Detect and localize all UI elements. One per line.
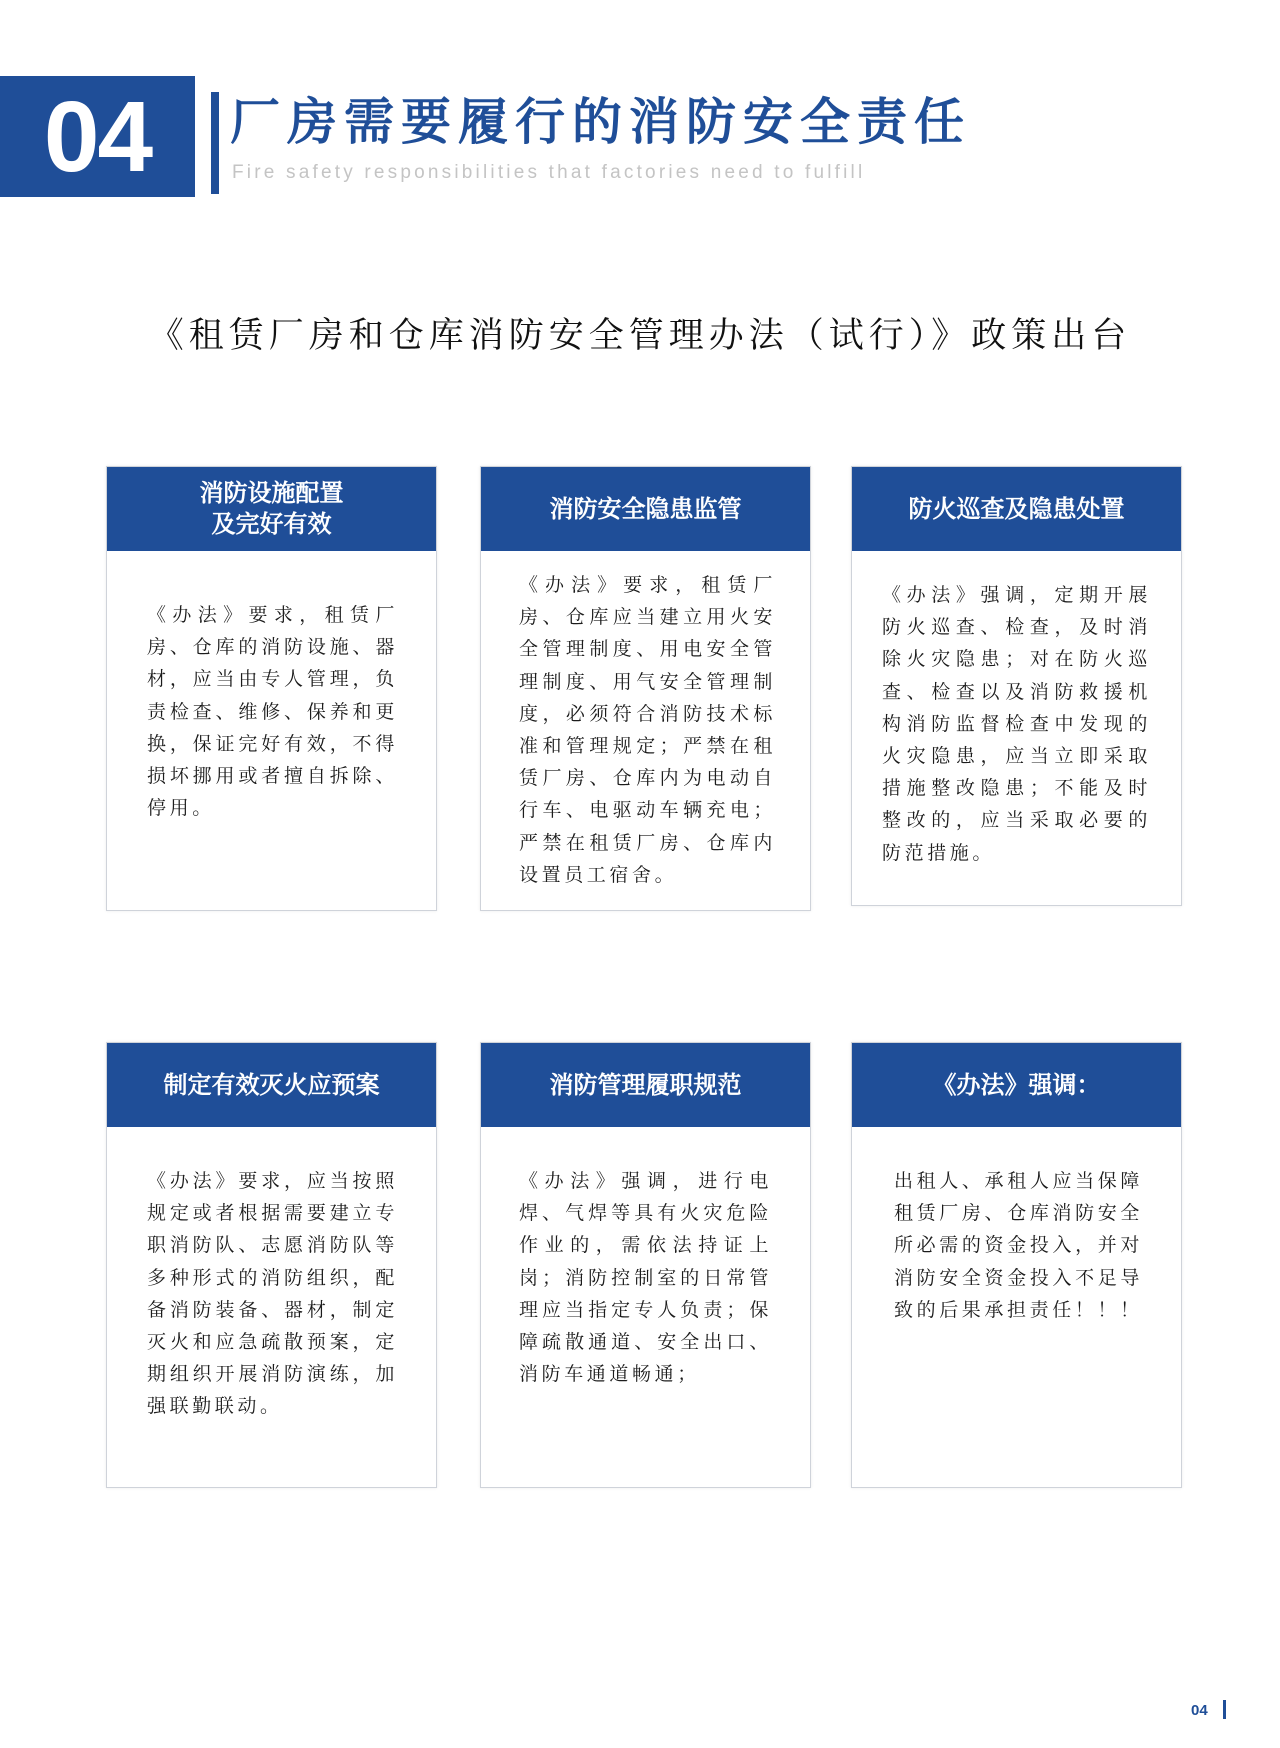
- page-subtitle: Fire safety responsibilities that factories need to fulfill: [232, 162, 866, 183]
- policy-heading: 《租赁厂房和仓库消防安全管理办法（试行）》政策出台: [148, 316, 1132, 356]
- section-number: 04: [43, 80, 152, 193]
- page-title: 厂房需要履行的消防安全责任: [230, 93, 971, 151]
- card-title: 消防设施配置 及完好有效: [107, 467, 436, 551]
- card-title: 《办法》强调：: [852, 1043, 1181, 1127]
- card-duty-standards: [480, 1042, 811, 1488]
- page-number-bar: [1223, 1700, 1226, 1719]
- card-fire-patrol: [851, 466, 1182, 906]
- title-accent-bar: [211, 92, 219, 194]
- card-funding-emphasis: [851, 1042, 1182, 1488]
- card-text: 《办法》要求，租赁厂房、仓库的消防设施、器材，应当由专人管理，负责检查、维修、保养和更换，保证完好有效，不得损坏挪用或者擅自拆除、停用。: [147, 604, 398, 820]
- card-title: 制定有效灭火应预案: [107, 1043, 436, 1127]
- card-title: 消防安全隐患监管: [481, 467, 810, 551]
- card-text: 《办法》要求，租赁厂房、仓库应当建立用火安全管理制度、用电安全管理制度、用气安全管理制度，必须符合消防技术标准和管理规定；严禁在租赁厂房、仓库内为电动自行车、电驱动车辆充电；严禁在租赁厂房、仓库内设置员工宿舍。: [519, 574, 776, 886]
- card-text: 《办法》强调，定期开展防火巡查、检查，及时消除火灾隐患；对在防火巡查、检查以及消防救援机构消防监督检查中发现的火灾隐患，应当立即采取措施整改隐患；不能及时整改的，应当采取必要的防范措施。: [882, 584, 1151, 864]
- card-text: 《办法》强调，进行电焊、气焊等具有火灾危险作业的，需依法持证上岗；消防控制室的日常管理应当指定专人负责；保障疏散通道、安全出口、消防车通道畅通；: [519, 1170, 772, 1386]
- page-number: 04: [1191, 1702, 1208, 1719]
- card-hazard-supervision: [480, 466, 811, 911]
- section-number-box: [0, 76, 195, 197]
- card-title: 防火巡查及隐患处置: [852, 467, 1181, 551]
- card-text: 出租人、承租人应当保障租赁厂房、仓库消防安全所必需的资金投入，并对消防安全资金投入不足导致的后果承担责任！！！: [894, 1170, 1143, 1321]
- card-text: 《办法》要求，应当按照规定或者根据需要建立专职消防队、志愿消防队等多种形式的消防组织，配备消防装备、器材，制定灭火和应急疏散预案，定期组织开展消防演练，加强联勤联动。: [147, 1170, 398, 1418]
- card-title: 消防管理履职规范: [481, 1043, 810, 1127]
- card-emergency-plan: [106, 1042, 437, 1488]
- card-facility-config: [106, 466, 437, 911]
